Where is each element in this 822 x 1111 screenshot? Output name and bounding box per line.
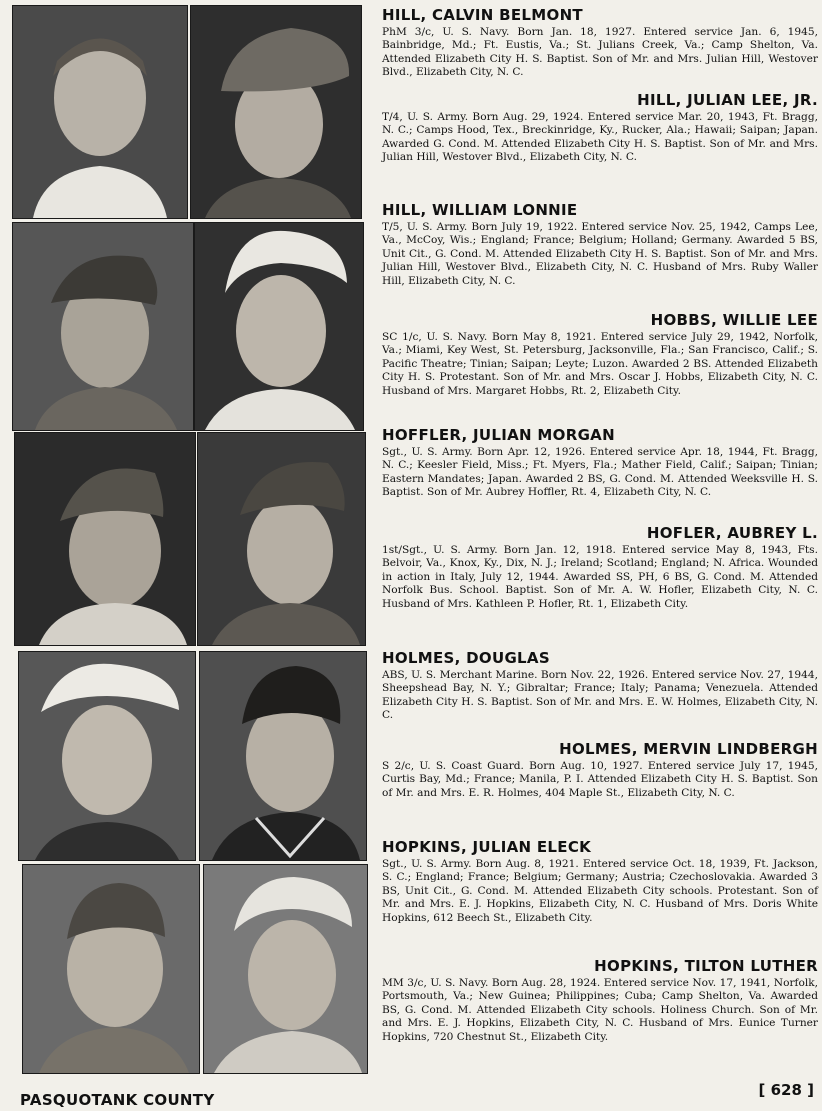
- entry-name: HOPKINS, TILTON LUTHER: [594, 957, 818, 975]
- county-footer: PASQUOTANK COUNTY: [20, 1091, 215, 1109]
- entry-bio: Sgt., U. S. Army. Born Apr. 12, 1926. Entered service Apr. 18, 1944, Ft. Bragg, N. C.; Keesler Field, Miss.; Ft. Myers, Fla.; Mather Field, Calif.; Saipan; Tinian; Eastern Mandates; Japan. Awarded 2 BS, G. Cond. M. Attended Weeksville H. S. Baptist. Son of Mr. Aubrey Hoffler, Rt. 4, Elizabeth City, N. C.: [382, 446, 818, 499]
- entry-name: HILL, WILLIAM LONNIE: [382, 201, 578, 219]
- portrait-grid: [0, 0, 375, 1075]
- portrait-holmes-mervin: [199, 651, 367, 861]
- entry-bio: T/4, U. S. Army. Born Aug. 29, 1924. Entered service Mar. 20, 1943, Ft. Bragg, N. C.; Camps Hood, Tex., Breckinridge, Ky., Rucker, Ala.; Hawaii; Saipan; Japan. Awarded G. Cond. M. Attended Elizabeth City H. S. Baptist. Son of Mr. and Mrs. Julian Hill, Westover Blvd., Elizabeth City, N. C.: [382, 111, 818, 164]
- entry-name: HOPKINS, JULIAN ELECK: [382, 838, 592, 856]
- entry-name: HILL, JULIAN LEE, JR.: [637, 91, 818, 109]
- entry-name: HILL, CALVIN BELMONT: [382, 6, 583, 24]
- entry-bio: 1st/Sgt., U. S. Army. Born Jan. 12, 1918. Entered service May 8, 1943, Fts. Belvoir, Va., Knox, Ky., Dix, N. J.; Ireland; Scotland; England; N. Africa. Wounded in action in Italy, July 12, 1944. Awarded SS, PH, 6 BS, G. Cond. M. Attended Norfolk Bus. School. Baptist. Son of Mr. A. W. Hofler, Elizabeth City, N. C. Husband of Mrs. Kathleen P. Hofler, Rt. 1, Elizabeth City.: [382, 544, 818, 610]
- entry-hill-william: [382, 201, 818, 288]
- portrait-hoffler-julian: [14, 432, 196, 646]
- portrait-hopkins-julian: [22, 864, 200, 1074]
- portrait-hill-calvin: [12, 5, 188, 219]
- portrait-hill-julian: [190, 5, 362, 219]
- entry-name: HOLMES, MERVIN LINDBERGH: [559, 740, 818, 758]
- entry-hofler-aubrey: [382, 524, 818, 611]
- entry-bio: T/5, U. S. Army. Born July 19, 1922. Entered service Nov. 25, 1942, Camps Lee, Va., McCoy, Wis.; England; France; Belgium; Holland; Germany. Awarded 5 BS, Unit Cit., G. Cond. M. Attended Elizabeth City H. S. Baptist. Son of Mr. and Mrs. Julian Hill, Westover Blvd., Elizabeth City, N. C. Husband of Mrs. Ruby Waller Hill, Elizabeth City, N. C.: [382, 221, 818, 287]
- entry-hoffler-julian: [382, 426, 818, 500]
- entry-name: HOFLER, AUBREY L.: [646, 524, 818, 542]
- entry-bio: ABS, U. S. Merchant Marine. Born Nov. 22, 1926. Entered service Nov. 27, 1944, Sheepshead Bay, N. Y.; Gibraltar; France; Italy; Panama; Venezuela. Attended Elizabeth City H. S. Baptist. Son of Mr. and Mrs. E. W. Holmes, Elizabeth City, N. C.: [382, 669, 818, 722]
- page-number: [ 628 ]: [758, 1081, 814, 1099]
- entry-hopkins-tilton: [382, 957, 818, 1044]
- entry-bio: PhM 3/c, U. S. Navy. Born Jan. 18, 1927. Entered service Jan. 6, 1945, Bainbridge, Md.; Ft. Eustis, Va.; St. Julians Creek, Va.; Camp Shelton, Va. Attended Elizabeth City H. S. Baptist. Son of Mr. and Mrs. Julian Hill, Westover Blvd., Elizabeth City, N. C.: [382, 26, 818, 79]
- entry-bio: SC 1/c, U. S. Navy. Born May 8, 1921. Entered service July 29, 1942, Norfolk, Va.; Miami, Key West, St. Petersburg, Jacksonville, Fla.; San Francisco, Calif.; S. Pacific Theatre; Tinian; Saipan; Leyte; Luzon. Awarded 2 BS. Attended Elizabeth City H. S. Protestant. Son of Mr. and Mrs. Oscar J. Hobbs, Elizabeth City, N. C. Husband of Mrs. Margaret Hobbs, Rt. 2, Elizabeth City.: [382, 331, 818, 397]
- portrait-holmes-douglas: [18, 651, 196, 861]
- entry-hopkins-julian: [382, 838, 818, 925]
- portrait-hobbs-willie: [194, 222, 364, 431]
- portrait-hofler-aubrey: [197, 432, 366, 646]
- portrait-hill-william: [12, 222, 194, 431]
- entry-hobbs-willie: [382, 311, 818, 398]
- entry-name: HOFFLER, JULIAN MORGAN: [382, 426, 615, 444]
- entry-bio: Sgt., U. S. Army. Born Aug. 8, 1921. Entered service Oct. 18, 1939, Ft. Jackson, S. C.; England; France; Belgium; Germany; Austria; Czechoslovakia. Awarded 3 BS, Unit Cit., G. Cond. M. Attended Elizabeth City schools. Protestant. Son of Mr. and Mrs. E. J. Hopkins, Elizabeth City, N. C. Husband of Mrs. Doris White Hopkins, 612 Beech St., Elizabeth City.: [382, 858, 818, 924]
- portrait-hopkins-tilton: [203, 864, 368, 1074]
- entry-bio: S 2/c, U. S. Coast Guard. Born Aug. 10, 1927. Entered service July 17, 1945, Curtis Bay, Md.; France; Manila, P. I. Attended Elizabeth City H. S. Baptist. Son of Mr. and Mrs. E. R. Holmes, 404 Maple St., Elizabeth City, N. C.: [382, 760, 818, 799]
- entry-holmes-mervin: [382, 740, 818, 800]
- entry-hill-julian: [382, 91, 818, 165]
- entry-hill-calvin: [382, 6, 818, 80]
- entry-holmes-douglas: [382, 649, 818, 723]
- entry-name: HOLMES, DOUGLAS: [382, 649, 550, 667]
- entry-bio: MM 3/c, U. S. Navy. Born Aug. 28, 1924. Entered service Nov. 17, 1941, Norfolk, Portsmouth, Va.; New Guinea; Philippines; Cuba; Camp Shelton, Va. Awarded BS, G. Cond. M. Attended Elizabeth City schools. Holiness Church. Son of Mr. and Mrs. E. J. Hopkins, Elizabeth City, N. C. Husband of Mrs. Eunice Turner Hopkins, 720 Chestnut St., Elizabeth City.: [382, 977, 818, 1043]
- entry-name: HOBBS, WILLIE LEE: [650, 311, 818, 329]
